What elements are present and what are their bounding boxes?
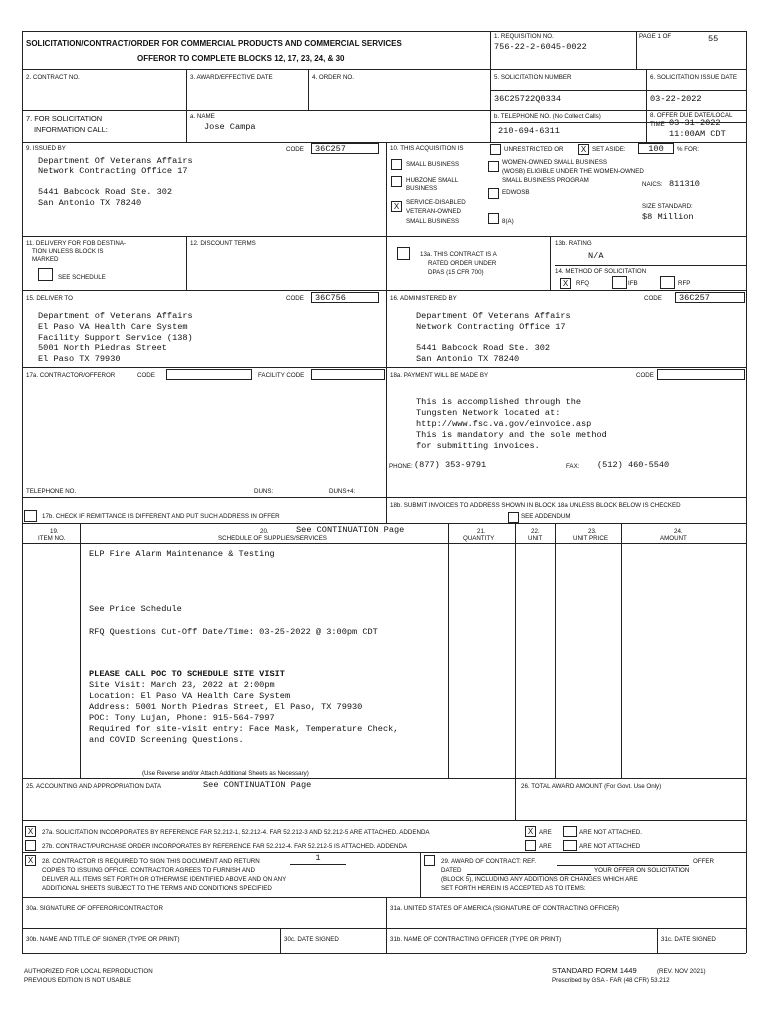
site-visit-line: Location: El Paso VA Health Care System [89, 691, 291, 701]
delivery-label-2: TION UNLESS BLOCK IS [32, 248, 104, 255]
page-label: PAGE 1 OF [639, 33, 672, 40]
payment-line: This is accomplished through the [416, 397, 582, 407]
27b-label: 27b. CONTRACT/PURCHASE ORDER INCORPORATES BY REFERENCE FAR 52.212-4. FAR 52.212-5 IS ATTACHED. ADDENDA [42, 843, 408, 850]
deliver-to-code-field[interactable]: 36C756 [311, 292, 379, 303]
submit-invoices-label: 18b. SUBMIT INVOICES TO ADDRESS SHOWN IN BLOCK 18a UNLESS BLOCK BELOW IS CHECKED [390, 502, 681, 509]
col-unit-label: UNIT [528, 535, 543, 542]
rfp-label: RFP [678, 280, 691, 287]
previous-edition-note: PREVIOUS EDITION IS NOT USABLE [24, 977, 132, 984]
issued-by-label: 9. ISSUED BY [26, 145, 66, 152]
issued-by-line: Network Contracting Office 17 [38, 166, 188, 176]
wosb-label: WOMEN-OWNED SMALL BUSINESS [502, 159, 607, 166]
contract-no-label: 2. CONTRACT NO. [26, 74, 80, 81]
deliver-to-label: 15. DELIVER TO [26, 295, 73, 302]
issued-by-line: San Antonio TX 78240 [38, 198, 142, 208]
acquisition-label: 10. THIS ACQUISITION IS [390, 145, 464, 152]
27b-are-not-label: ARE NOT ATTACHED [579, 843, 641, 850]
requisition-value[interactable]: 756-22-2-6045-0022 [494, 42, 587, 52]
payment-line: This is mandatory and the sole method [416, 430, 607, 440]
rated-order-checkbox[interactable] [397, 247, 410, 260]
wosb-label-2: (WOSB) ELIGIBLE UNDER THE WOMEN-OWNED [502, 168, 644, 175]
signature-offeror-label: 30a. SIGNATURE OF OFFEROR/CONTRACTOR [26, 905, 163, 912]
28-label-2: COPIES TO ISSUING OFFICE. CONTRACTOR AGREES TO FURNISH AND [42, 867, 255, 874]
signer-name-label: 30b. NAME AND TITLE OF SIGNER (TYPE OR PRINT) [26, 936, 180, 943]
sdvosb-label-2: VETERAN-OWNED [406, 208, 462, 215]
signature-officer-label: 31a. UNITED STATES OF AMERICA (SIGNATURE OF CONTRACTING OFFICER) [390, 905, 619, 912]
27a-are-checkbox[interactable]: X [525, 826, 536, 837]
requisition-label: 1. REQUISITION NO. [494, 33, 554, 40]
rating-label: 13b. RATING [555, 240, 592, 247]
method-label: 14. METHOD OF SOLICITATION [555, 268, 647, 275]
size-standard-label: SIZE STANDARD: [642, 203, 693, 210]
27a-checkbox[interactable]: X [25, 826, 36, 837]
award-your-offer-label: YOUR OFFER ON SOLICITATION [594, 867, 690, 874]
payment-phone-label: PHONE: [389, 463, 413, 470]
contractor-label: 17a. CONTRACTOR/OFFEROR [26, 372, 116, 379]
naics-label: NAICS: [642, 181, 663, 188]
contractor-code-field[interactable] [166, 369, 252, 380]
col-unit-num: 22. [531, 528, 540, 535]
col-quantity-num: 21. [477, 528, 486, 535]
total-award-label: 26. TOTAL AWARD AMOUNT (For Govt. Use Only) [521, 783, 662, 790]
offer-due-time-value[interactable]: 11:00AM CDT [669, 129, 726, 139]
27a-label: 27a. SOLICITATION INCORPORATES BY REFERENCE FAR 52.212-1, 52.212-4. FAR 52.212-3 AND 52.212-5 ARE ATTACHED. ADDENDA [42, 829, 430, 836]
col-schedule-num: 20. [260, 528, 269, 535]
rfq-cutoff: RFQ Questions Cut-Off Date/Time: 03-25-2022 @ 3:00pm CDT [89, 627, 378, 637]
size-standard-value: $8 Million [642, 212, 694, 222]
ifb-checkbox[interactable] [612, 276, 627, 289]
col-unit-price-label: UNIT PRICE [573, 535, 608, 542]
site-visit-heading: PLEASE CALL POC TO SCHEDULE SITE VISIT [89, 669, 285, 679]
form-title: SOLICITATION/CONTRACT/ORDER FOR COMMERCIAL PRODUCTS AND COMMERCIAL SERVICES [26, 39, 402, 48]
offer-due-time-label: TIME [650, 121, 665, 128]
sdvosb-checkbox[interactable]: X [391, 201, 402, 212]
contractor-telephone-label: TELEPHONE NO. [26, 488, 77, 495]
accounting-label: 25. ACCOUNTING AND APPROPRIATION DATA [26, 783, 162, 790]
wosb-label-3: SMALL BUSINESS PROGRAM [502, 177, 589, 184]
27a-are-label: ARE [539, 829, 552, 836]
award-dated-label: DATED [441, 867, 462, 874]
issue-date-value[interactable]: 03-22-2022 [650, 94, 702, 104]
item-description: ELP Fire Alarm Maintenance & Testing [89, 549, 275, 559]
officer-name-label: 31b. NAME OF CONTRACTING OFFICER (TYPE OR PRINT) [390, 936, 562, 943]
award-accepted-label: SET FORTH HEREIN IS ACCEPTED AS TO ITEMS: [441, 885, 586, 892]
28-label-3: DELIVER ALL ITEMS SET FORTH OR OTHERWISE IDENTIFIED ABOVE AND ON ANY [42, 876, 287, 883]
payment-line: for submitting invoices. [416, 441, 540, 451]
contractor-code-label: CODE [137, 372, 155, 379]
award-date-label: 3. AWARD/EFFECTIVE DATE [190, 74, 273, 81]
form-revision: (REV. NOV 2021) [657, 968, 706, 975]
page-total: 55 [708, 34, 719, 44]
small-business-checkbox[interactable] [391, 159, 402, 170]
28-checkbox[interactable]: X [25, 855, 36, 866]
hubzone-label-2: BUSINESS [406, 185, 438, 192]
rated-order-label: 13a. THIS CONTRACT IS A [420, 251, 497, 258]
award-block5-label: (BLOCK 5), INCLUDING ANY ADDITIONS OR CHANGES WHICH ARE [441, 876, 638, 883]
facility-code-label: FACILITY CODE [258, 372, 305, 379]
eight-a-label: 8(A) [502, 218, 514, 225]
see-addendum-label: SEE ADDENDUM [521, 513, 571, 520]
discount-terms-label: 12. DISCOUNT TERMS [190, 240, 256, 247]
continuation-note: See CONTINUATION Page [296, 525, 405, 535]
administered-by-line: 5441 Babcock Road Ste. 302 [416, 343, 551, 353]
rated-order-label-3: DPAS (15 CFR 700) [428, 269, 484, 276]
solicitation-no-value[interactable]: 36C25722Q0334 [494, 94, 562, 104]
deliver-to-line: Department of Veterans Affairs [38, 311, 193, 321]
sdvosb-label: SERVICE-DISABLED [406, 199, 466, 206]
col-schedule-label: SCHEDULE OF SUPPLIES/SERVICES [218, 535, 327, 542]
edwosb-checkbox[interactable] [488, 188, 499, 199]
deliver-to-line: Facility Support Service (138) [38, 333, 193, 343]
payment-label: 18a. PAYMENT WILL BE MADE BY [390, 372, 489, 379]
name-label: a. NAME [190, 113, 215, 120]
ifb-label: IFB [628, 280, 638, 287]
administered-by-line: Department Of Veterans Affairs [416, 311, 571, 321]
delivery-label: 11. DELIVERY FOR FOB DESTINA- [26, 240, 127, 247]
duns-label: DUNS: [254, 488, 274, 495]
deliver-to-line: El Paso VA Health Care System [38, 322, 188, 332]
col-item-no-label: ITEM NO. [38, 535, 66, 542]
duns4-label: DUNS+4: [329, 488, 356, 495]
form-number: STANDARD FORM 1449 [552, 966, 637, 975]
deliver-to-line: 5001 North Piedras Street [38, 343, 167, 353]
see-schedule-checkbox[interactable] [38, 268, 53, 281]
27b-are-not-checkbox[interactable] [563, 840, 577, 851]
order-no-label: 4. ORDER NO. [312, 74, 354, 81]
payment-line: Tungsten Network located at: [416, 408, 561, 418]
for-info-label: 7. FOR SOLICITATION [26, 114, 103, 123]
delivery-label-3: MARKED [32, 256, 59, 263]
see-schedule-label: SEE SCHEDULE [58, 274, 106, 281]
payment-code-field[interactable] [657, 369, 745, 380]
payment-code-label: CODE [636, 372, 654, 379]
unrestricted-label: UNRESTRICTED OR [504, 146, 564, 153]
site-visit-line: Address: 5001 North Piedras Street, El Paso, TX 79930 [89, 702, 363, 712]
award-offer-label: OFFER [693, 858, 714, 865]
site-visit-line: and COVID Screening Questions. [89, 735, 244, 745]
27a-are-not-checkbox[interactable] [563, 826, 577, 837]
rfq-checkbox[interactable]: X [560, 278, 571, 289]
27b-are-label: ARE [539, 843, 552, 850]
offer-due-label: 8. OFFER DUE DATE/LOCAL [650, 112, 733, 119]
set-aside-percent-field[interactable]: 100 [638, 143, 674, 154]
reverse-note: (Use Reverse and/or Attach Additional Sheets as Necessary) [142, 770, 309, 777]
edwosb-label: EDWOSB [502, 189, 530, 196]
offer-due-date-value[interactable]: 03-31-2022 [669, 118, 721, 128]
payment-phone-value: (877) 353-9791 [414, 460, 487, 470]
rating-value: N/A [588, 251, 604, 261]
administered-by-line: San Antonio TX 78240 [416, 354, 520, 364]
eight-a-checkbox[interactable] [488, 213, 499, 224]
col-quantity-label: QUANTITY [463, 535, 495, 542]
small-business-label: SMALL BUSINESS [406, 161, 460, 168]
col-item-no-num: 19. [50, 528, 59, 535]
rfq-label: RFQ [576, 280, 590, 287]
percent-for-label: % FOR: [677, 146, 700, 153]
prescribed-by: Prescribed by GSA - FAR (48 CFR) 53.212 [552, 977, 670, 984]
hubzone-checkbox[interactable] [391, 176, 402, 187]
award-ref-label: 29. AWARD OF CONTRACT: REF. [441, 858, 537, 865]
issued-by-code-label: CODE [286, 146, 304, 153]
27b-checkbox[interactable] [25, 840, 36, 851]
form-subtitle: OFFEROR TO COMPLETE BLOCKS 12, 17, 23, 24, & 30 [137, 54, 345, 63]
rated-order-label-2: RATED ORDER UNDER [428, 260, 497, 267]
administered-by-label: 16. ADMINISTERED BY [390, 295, 457, 302]
administered-by-line: Network Contracting Office 17 [416, 322, 566, 332]
site-visit-line: POC: Tony Lujan, Phone: 915-564-7997 [89, 713, 275, 723]
signer-date-label: 30c. DATE SIGNED [284, 936, 339, 943]
telephone-value[interactable]: 210-694-6311 [498, 126, 560, 136]
issued-by-code-field[interactable]: 36C257 [311, 143, 379, 154]
col-amount-label: AMOUNT [660, 535, 687, 542]
issued-by-line: Department Of Veterans Affairs [38, 156, 193, 166]
naics-value: 811310 [669, 179, 700, 189]
deliver-to-line: El Paso TX 79930 [38, 354, 121, 364]
see-addendum-checkbox[interactable] [508, 512, 519, 523]
reproduction-note: AUTHORIZED FOR LOCAL REPRODUCTION [24, 968, 153, 975]
28-label: 28. CONTRACTOR IS REQUIRED TO SIGN THIS DOCUMENT AND RETURN [42, 858, 260, 865]
27b-are-checkbox[interactable] [525, 840, 536, 851]
officer-date-label: 31c. DATE SIGNED [661, 936, 716, 943]
site-visit-line: Required for site-visit entry: Face Mask, Temperature Check, [89, 724, 399, 734]
wosb-checkbox[interactable] [488, 161, 499, 172]
remittance-checkbox[interactable] [24, 510, 37, 522]
accounting-value: See CONTINUATION Page [203, 780, 312, 790]
issued-by-line: 5441 Babcock Road Ste. 302 [38, 187, 173, 197]
payment-fax-label: FAX: [566, 463, 580, 470]
col-amount-num: 24. [674, 528, 683, 535]
remittance-label: 17b. CHECK IF REMITTANCE IS DIFFERENT AND PUT SUCH ADDRESS IN OFFER [42, 513, 280, 520]
payment-line: http://www.fsc.va.gov/einvoice.asp [416, 419, 592, 429]
sdvosb-label-3: SMALL BUSINESS [406, 218, 460, 225]
set-aside-checkbox[interactable]: X [578, 144, 589, 155]
issue-date-label: 6. SOLICITATION ISSUE DATE [650, 74, 737, 81]
administered-by-code-label: CODE [644, 295, 662, 302]
unrestricted-checkbox[interactable] [490, 144, 501, 155]
27a-are-not-label: ARE NOT ATTACHED. [579, 829, 642, 836]
administered-by-code-field[interactable]: 36C257 [675, 292, 745, 303]
for-info-label-2: INFORMATION CALL: [34, 125, 108, 134]
rfp-checkbox[interactable] [660, 276, 675, 289]
telephone-label: b. TELEPHONE NO. (No Collect Calls) [494, 113, 601, 120]
29-checkbox[interactable] [424, 855, 435, 866]
solicitation-no-label: 5. SOLICITATION NUMBER [494, 74, 572, 81]
price-schedule-ref: See Price Schedule [89, 604, 182, 614]
hubzone-label: HUBZONE SMALL [406, 177, 459, 184]
col-unit-price-num: 23. [588, 528, 597, 535]
site-visit-line: Site Visit: March 23, 2022 at 2:00pm [89, 680, 275, 690]
poc-name-value[interactable]: Jose Campa [204, 122, 256, 132]
facility-code-field[interactable] [311, 369, 385, 380]
28-label-4: ADDITIONAL SHEETS SUBJECT TO THE TERMS AND CONDITIONS SPECIFIED [42, 885, 272, 892]
copies-value[interactable]: 1 [290, 853, 346, 865]
payment-fax-value: (512) 460-5540 [597, 460, 670, 470]
deliver-to-code-label: CODE [286, 295, 304, 302]
set-aside-label: SET ASIDE: [592, 146, 626, 153]
